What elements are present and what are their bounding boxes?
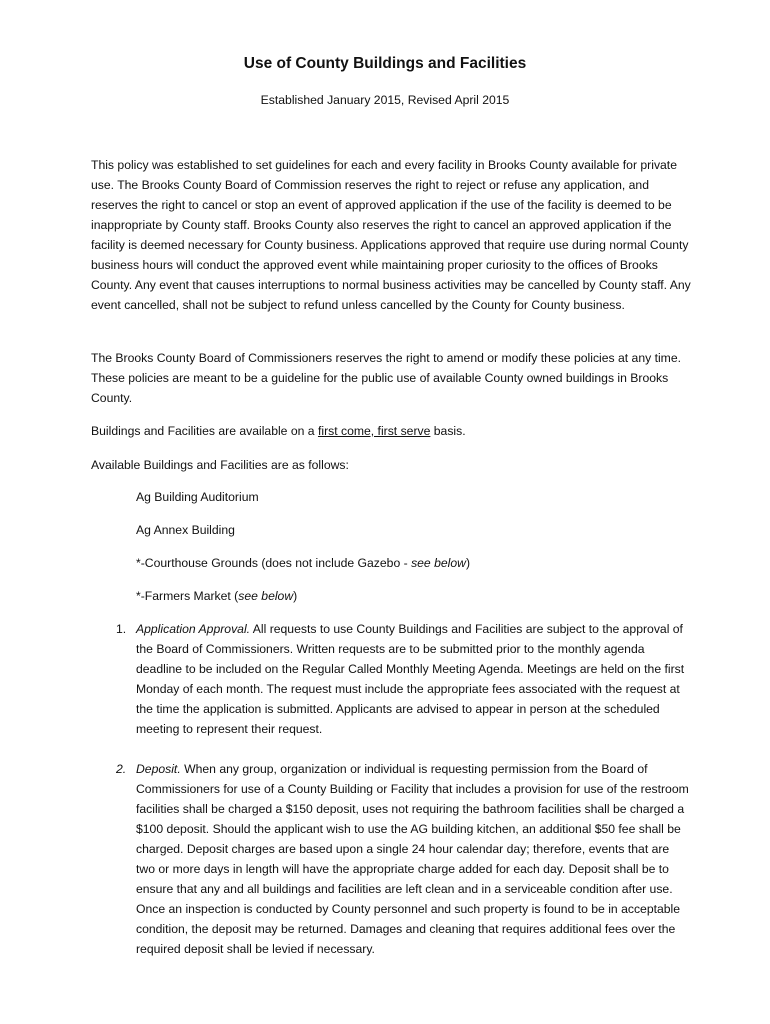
building-item: Ag Building Auditorium [136, 490, 259, 504]
building-item-note: see below [238, 589, 294, 603]
section-number: 2. [116, 762, 127, 776]
page-subtitle: Established January 2015, Revised April 2015 [260, 93, 510, 107]
availability-emphasis: first come, first serve [317, 424, 431, 438]
intro-paragraph: This policy was established to set guidelines for each and every facility in Brooks County available for private use. The Brooks County Board of Commission reserves the right to reject or refuse any application, and reserves the right to cancel or stop an event of approved application if the use of the facility is deemed to be inappropriate by County staff. Brooks County also reserves the right to cancel an approved application if the facility is deemed necessary for County business. Applications approved that require use during normal County business hours will conduct the approved event while maintaining proper curiosity to the offices of Brooks County. Any event that causes interruptions to normal business activities may be cancelled by County staff. Any event cancelled, shall not be subject to refund unless cancelled by the County for County business. [91, 158, 691, 312]
section-heading: Deposit. [136, 762, 181, 776]
building-item-note: see below [411, 556, 466, 570]
section-application-approval [136, 619, 691, 739]
building-item [136, 553, 470, 573]
availability-prefix: Buildings and Facilities are available on a [91, 424, 318, 438]
building-item: Ag Annex Building [136, 523, 235, 537]
building-item-text: *-Courthouse Grounds (does not include Gazebo - [136, 556, 412, 570]
section-heading: Application Approval. [136, 622, 251, 636]
building-item-close: ) [293, 589, 298, 603]
section-body: All requests to use County Buildings and Facilities are subject to the approval of the Board of Commissioners. Written requests are to be submitted prior to the monthly agenda deadline to be included on the Regular Called Monthly Meeting Agenda. Meetings are held on the first Monday of each month. The request must include the appropriate fees associated with the request at the time the application is submitted. Applicants are advised to appear in person at the scheduled meeting to represent their request. [136, 622, 685, 736]
page-title: Use of County Buildings and Facilities [243, 55, 527, 72]
building-item-close: ) [465, 556, 471, 570]
buildings-list-intro: Available Buildings and Facilities are as follows: [91, 458, 349, 472]
availability-suffix: basis. [430, 424, 466, 438]
section-body: When any group, organization or individual is requesting permission from the Board of Commissioners for use of a County Building or Facility that includes a provision for use of the restroom facilities shall be charged a $150 deposit, uses not requiring the bathroom facilities shall be charged a $100 deposit. Should the applicant wish to use the AG building kitchen, an additional $50 fee shall be charged. Deposit charges are based upon a single 24 hour calendar day; therefore, events that are two or more days in length will have the appropriate charge added for each day. Deposit shall be to ensure that any and all buildings and facilities are left clean and in a serviceable condition after use. Once an inspection is conducted by County personnel and such property is found to be in acceptable condition, the deposit may be returned. Damages and cleaning that requires additional fees over the required deposit shall be levied if necessary. [136, 762, 689, 956]
section-number: 1. [116, 622, 127, 636]
amend-paragraph: The Brooks County Board of Commissioners reserves the right to amend or modify these policies at any time. These policies are meant to be a guideline for the public use of available County owned buildings in Brooks County. [91, 351, 681, 405]
section-deposit [136, 759, 691, 959]
building-item [136, 586, 297, 606]
availability-paragraph [91, 421, 691, 441]
building-item-text: *-Farmers Market ( [136, 589, 239, 603]
